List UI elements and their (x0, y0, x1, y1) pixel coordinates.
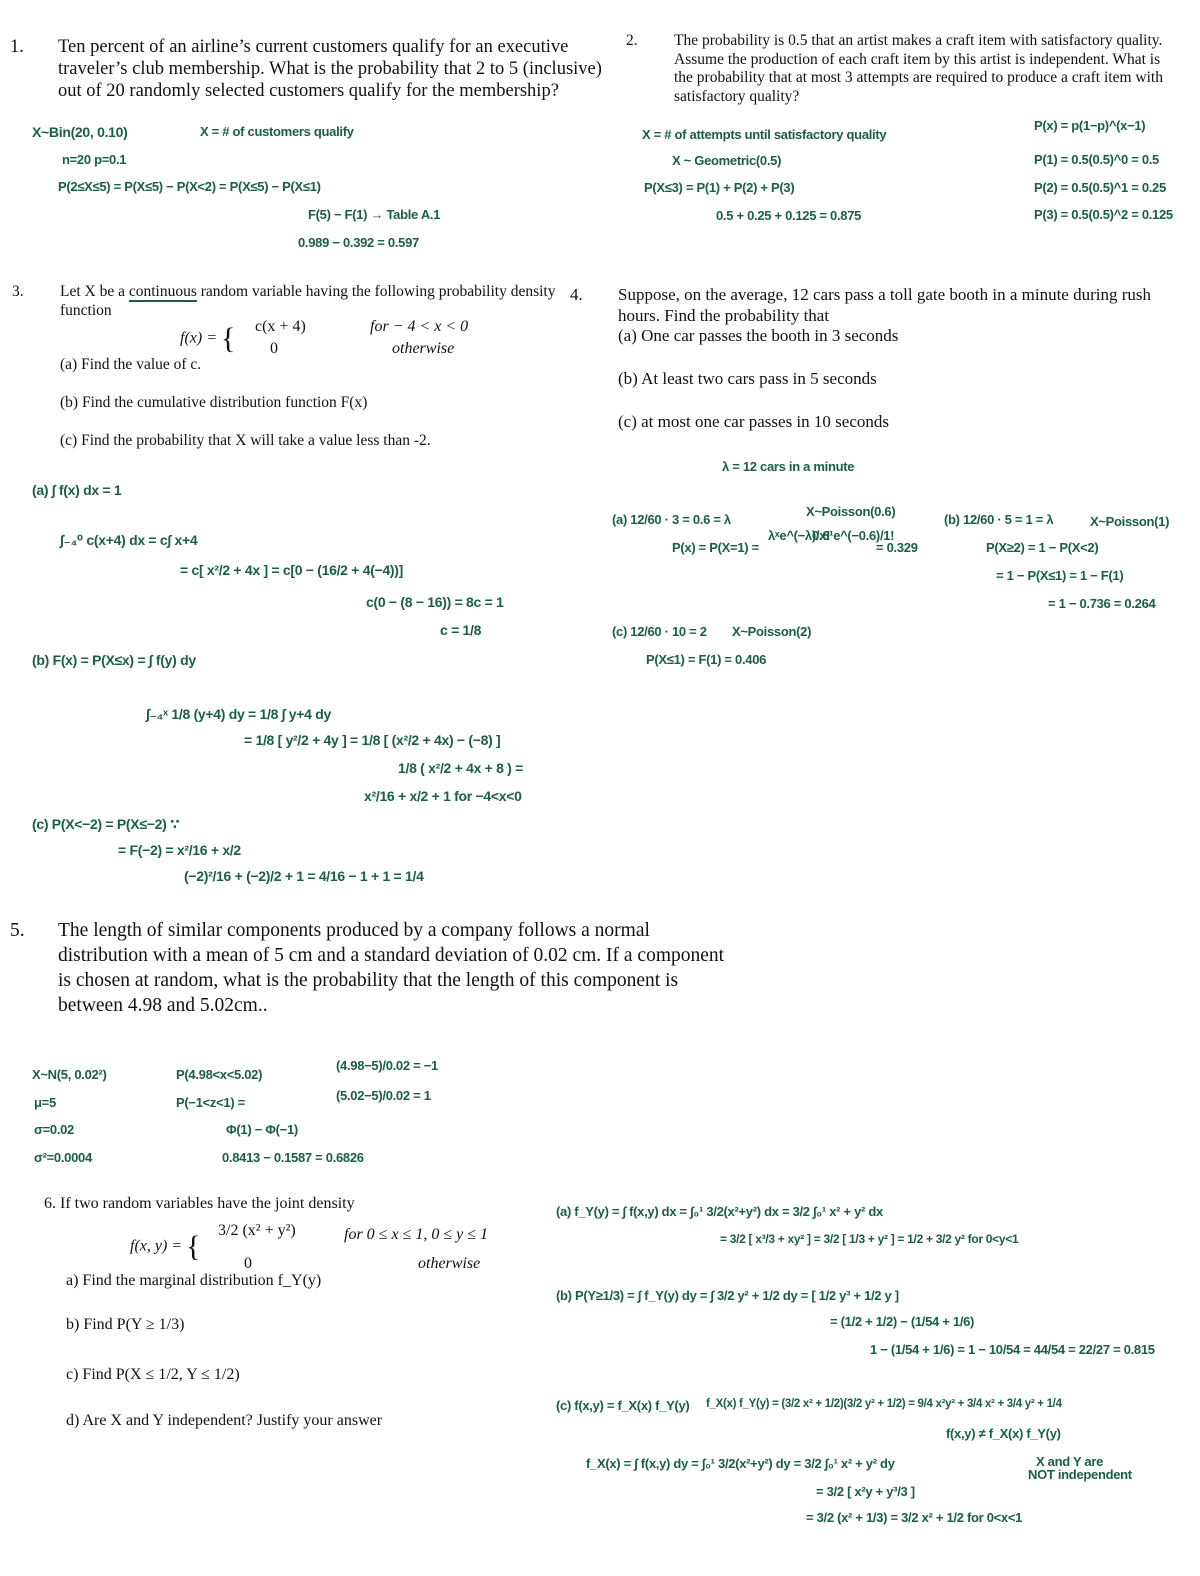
q6-work-line-3: (b) P(Y≥1/3) = ∫ f_Y(y) dy = ∫ 3/2 y² + 1/2 dy = [ 1/2 y³ + 1/2 y ] (556, 1288, 899, 1303)
q4-work-line-14: X~Poisson(2) (732, 624, 812, 639)
question-3-text-underlined: continuous (128, 283, 197, 300)
q6-work-line-13: = 3/2 (x² + 1/3) = 3/2 x² + 1/2 for 0<x<1 (806, 1510, 1023, 1525)
q5-work-line-3: σ=0.02 (34, 1122, 74, 1137)
q5-work-line-4: σ²=0.0004 (34, 1150, 92, 1165)
question-2-number: 2. (626, 32, 638, 49)
q3-fx-cond-1: for − 4 < x < 0 (370, 318, 469, 335)
question-4-number: 4. (570, 285, 583, 304)
q4-part-a: (a) One car passes the booth in 3 seconds (618, 326, 899, 345)
q6-work-line-10: NOT independent (1028, 1467, 1132, 1482)
q4-work-line-9: X~Poisson(1) (1090, 514, 1170, 529)
q4-part-b: (b) At least two cars pass in 5 seconds (618, 369, 877, 388)
q5-work-line-10: (5.02−5)/0.02 = 1 (336, 1088, 431, 1103)
q6-work-line-12: = 3/2 [ x²y + y³/3 ] (816, 1484, 915, 1499)
q4-work-line-2: (a) 12/60 · 3 = 0.6 = λ (612, 512, 731, 527)
q6-work-line-2: = 3/2 [ x³/3 + xy² ] = 3/2 [ 1/3 + y² ] = 1/2 + 3/2 y² for 0<y<1 (720, 1232, 1019, 1246)
q1-work-line-1: X~Bin(20, 0.10) (32, 124, 128, 140)
question-5 (10, 918, 734, 1018)
q3-work-line-10: x²/16 + x/2 + 1 for −4<x<0 (364, 788, 522, 804)
q5-work-line-1: X~N(5, 0.02²) (32, 1067, 107, 1082)
question-3-number: 3. (12, 283, 24, 300)
q6-fxy-case-1: 3/2 (x² + y²) (218, 1222, 296, 1239)
q5-work-line-7: Φ(1) − Φ(−1) (226, 1122, 298, 1137)
q6-part-b: b) Find P(Y ≥ 1/3) (66, 1316, 185, 1333)
question-6-text: If two random variables have the joint density (60, 1195, 355, 1212)
q2-work-line-1: X = # of attempts until satisfactory quality (642, 127, 887, 142)
question-3-text-after: random variable having the following probability density function (60, 283, 556, 319)
question-1 (10, 36, 614, 102)
q3-work-line-6: (b) F(x) = P(X≤x) = ∫ f(y) dy (32, 652, 196, 668)
q6-part-a: a) Find the marginal distribution f_Y(y) (66, 1272, 322, 1289)
q3-work-line-1: (a) ∫ f(x) dx = 1 (32, 482, 122, 498)
q2-work-line-4: 0.5 + 0.25 + 0.125 = 0.875 (716, 208, 862, 223)
q4-work-line-1: λ = 12 cars in a minute (722, 459, 855, 474)
q3-work-line-5: c = 1/8 (440, 622, 482, 638)
q4-work-line-7: = 0.329 (876, 540, 918, 555)
q2-work-line-8: P(3) = 0.5(0.5)^2 = 0.125 (1034, 207, 1173, 222)
q3-work-line-7: ∫₋₄ˣ 1/8 (y+4) dy = 1/8 ∫ y+4 dy (146, 706, 331, 722)
q6-joint-density (130, 1230, 201, 1264)
question-4 (570, 284, 1174, 326)
question-2 (626, 32, 1170, 106)
q3-work-line-12: = F(−2) = x²/16 + x/2 (118, 842, 241, 858)
q6-fxy-case-2: 0 (244, 1255, 252, 1272)
question-1-number: 1. (10, 37, 24, 57)
q4-work-line-5: λˣe^(−λ)/x! (768, 528, 831, 543)
q3-density-function (180, 322, 235, 356)
q1-work-line-6: 0.989 − 0.392 = 0.597 (298, 235, 419, 250)
q4-work-line-6: 0.6¹e^(−0.6)/1! (812, 528, 895, 543)
q3-work-line-11: (c) P(X<−2) = P(X≤−2) ∵ (32, 816, 180, 832)
question-5-text: The length of similar components produced by a company follows a normal distribution with a mean of 5 cm and a standard deviation of 0.02 cm. If a component is chosen at random, what is the probability that the length of this component is between 4.98 and 5.02cm.. (58, 920, 725, 1016)
q3-work-line-9: 1/8 ( x²/2 + 4x + 8 ) = (398, 760, 524, 776)
q1-work-line-2: X = # of customers qualify (200, 124, 354, 139)
q6-part-c: c) Find P(X ≤ 1/2, Y ≤ 1/2) (66, 1366, 240, 1383)
q3-work-line-2: ∫₋₄⁰ c(x+4) dx = c∫ x+4 (60, 532, 198, 548)
question-1-text: Ten percent of an airline’s current customers qualify for an executive traveler’s club membership. What is the probability that 2 to 5 (inclusive) out of 20 randomly selected customers qualify for the membership? (58, 37, 602, 101)
q3-fx-case-2: 0 (270, 340, 278, 357)
q2-work-line-5: P(x) = p(1−p)^(x−1) (1034, 118, 1146, 133)
q2-work-line-2: X ~ Geometric(0.5) (672, 153, 782, 168)
q6-part-d: d) Are X and Y independent? Justify your answer (66, 1412, 383, 1429)
q4-work-line-4: P(x) = P(X=1) = (672, 540, 759, 555)
q6-work-line-1: (a) f_Y(y) = ∫ f(x,y) dx = ∫₀¹ 3/2(x²+y²) dx = 3/2 ∫₀¹ x² + y² dx (556, 1204, 883, 1219)
q4-work-line-3: X~Poisson(0.6) (806, 504, 896, 519)
q2-work-line-6: P(1) = 0.5(0.5)^0 = 0.5 (1034, 152, 1159, 167)
question-6-number: 6. (44, 1195, 56, 1212)
q3-fx-cond-2: otherwise (392, 340, 455, 357)
q5-work-line-2: μ=5 (34, 1095, 56, 1110)
q6-work-line-5: 1 − (1/54 + 1/6) = 1 − 10/54 = 44/54 = 22/27 = 0.815 (870, 1342, 1155, 1357)
q6-work-line-6: (c) f(x,y) = f_X(x) f_Y(y) (556, 1398, 690, 1413)
q6-fxy-cond-2: otherwise (418, 1255, 481, 1272)
q5-work-line-9: (4.98−5)/0.02 = −1 (336, 1058, 438, 1073)
q6-fxy-cond-1: for 0 ≤ x ≤ 1, 0 ≤ y ≤ 1 (344, 1226, 488, 1243)
q4-work-line-13: (c) 12/60 · 10 = 2 (612, 624, 707, 639)
q6-work-line-8: f(x,y) ≠ f_X(x) f_Y(y) (946, 1426, 1061, 1441)
q6-work-line-11: f_X(x) = ∫ f(x,y) dy = ∫₀¹ 3/2(x²+y²) dy = 3/2 ∫₀¹ x² + y² dy (586, 1456, 895, 1471)
q1-work-line-4: P(2≤X≤5) = P(X≤5) − P(X<2) = P(X≤5) − P(X≤1) (58, 179, 321, 194)
q6-fxy-brace: { (186, 1230, 201, 1263)
q4-work-line-15: P(X≤1) = F(1) = 0.406 (646, 652, 767, 667)
q2-work-line-7: P(2) = 0.5(0.5)^1 = 0.25 (1034, 180, 1166, 195)
question-6 (44, 1195, 355, 1213)
q1-work-line-5: F(5) − F(1) → Table A.1 (308, 207, 441, 222)
question-3-text-before: Let X be a (60, 283, 129, 300)
q3-fx-lhs: f(x) = (180, 329, 221, 347)
q3-work-line-3: = c[ x²/2 + 4x ] = c[0 − (16/2 + 4(−4))] (180, 562, 404, 578)
q5-work-line-8: 0.8413 − 0.1587 = 0.6826 (222, 1150, 364, 1165)
q3-work-line-4: c(0 − (8 − 16)) = 8c = 1 (366, 594, 504, 610)
q5-work-line-5: P(4.98<x<5.02) (176, 1067, 263, 1082)
q6-work-line-4: = (1/2 + 1/2) − (1/54 + 1/6) (830, 1314, 975, 1329)
question-3 (12, 282, 556, 320)
q3-work-line-13: (−2)²/16 + (−2)/2 + 1 = 4/16 − 1 + 1 = 1/4 (184, 868, 424, 884)
q3-work-line-8: = 1/8 [ y²/2 + 4y ] = 1/8 [ (x²/2 + 4x) − (−8) ] (244, 732, 501, 748)
question-2-text: The probability is 0.5 that an artist makes a craft item with satisfactory quality. Assume the production of each craft item by this artist is independent. What is the probability that at most 3 attempts are required to produce a craft item with satisfactory quality? (674, 32, 1163, 105)
q4-work-line-8: (b) 12/60 · 5 = 1 = λ (944, 512, 1054, 527)
q5-work-line-6: P(−1<z<1) = (176, 1095, 245, 1110)
q4-work-line-10: P(X≥2) = 1 − P(X<2) (986, 540, 1099, 555)
q3-part-b: (b) Find the cumulative distribution function F(x) (60, 394, 368, 411)
q3-fx-brace: { (221, 322, 236, 355)
q6-work-line-9: X and Y are (1036, 1454, 1104, 1469)
q4-work-line-12: = 1 − 0.736 = 0.264 (1048, 596, 1156, 611)
question-5-number: 5. (10, 920, 25, 941)
q3-fx-case-1: c(x + 4) (255, 318, 306, 335)
question-4-text: Suppose, on the average, 12 cars pass a toll gate booth in a minute during rush hours. Find the probability that (618, 285, 1152, 325)
q4-part-c: (c) at most one car passes in 10 seconds (618, 412, 889, 431)
q2-work-line-3: P(X≤3) = P(1) + P(2) + P(3) (644, 180, 795, 195)
q6-work-line-7: f_X(x) f_Y(y) = (3/2 x² + 1/2)(3/2 y² + 1/2) = 9/4 x²y² + 3/4 x² + 3/4 y² + 1/4 (706, 1398, 1062, 1410)
q1-work-line-3: n=20 p=0.1 (62, 152, 127, 167)
q4-work-line-11: = 1 − P(X≤1) = 1 − F(1) (996, 568, 1124, 583)
q6-fxy-lhs: f(x, y) = (130, 1237, 187, 1255)
q3-part-a: (a) Find the value of c. (60, 356, 202, 373)
q3-part-c: (c) Find the probability that X will take a value less than -2. (60, 432, 431, 449)
